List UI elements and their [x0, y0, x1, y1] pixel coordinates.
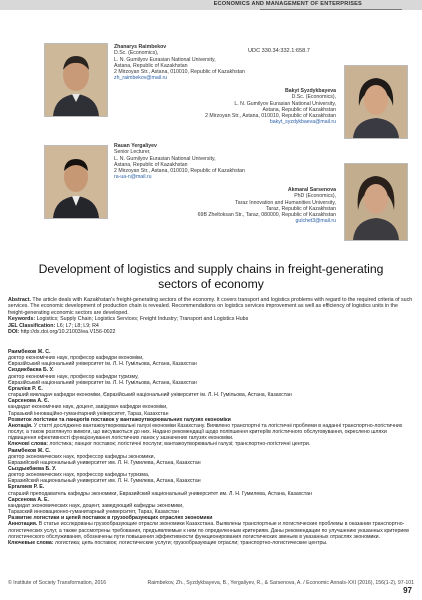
author-line: Astana, Republic of Kazakhstan — [114, 62, 188, 69]
author-photo-sarsenova — [344, 163, 408, 241]
author-name: Rauan Yergaliyev — [114, 143, 157, 149]
author-line: 69B Zheltoksan Str., Taraz, 080000, Republic of Kazakhstan — [197, 212, 336, 219]
author-line: D.Sc. (Economics), — [114, 50, 159, 57]
header-rule — [260, 9, 402, 10]
ref-line: старший преподаватель кафедры экономики, Евразийский национальный университет им. Л. Н. Гумилева, Астана, Казахстан — [8, 490, 312, 497]
author-name: Bakyt Syzdykbayeva — [284, 88, 336, 94]
author-line: Astana, Republic of Kazakhstan — [114, 161, 188, 168]
ref-author-name: Сыздыкбаева Б. У. — [8, 465, 57, 472]
doi-label: DOI: — [8, 329, 20, 336]
author-line: Taraz, Republic of Kazakhstan — [265, 205, 336, 212]
ref-paragraph-text: В статье исследованы грузообразующие отрасли экономики Казахстана. Выявлены транспортные и логистические проблемы в оказании транспортно-логистических услуг, а также рассмотрены требования, предъявляемые к ним по определенным критериям. Даны рекомендации по улучшению указанных критериев логистического обслуживания, обозначены пути повышения эффективности функционирования логистических звеньев в указанных отраслях экономики. — [8, 521, 409, 540]
author-line: L. N. Gumilyov Eurasian National University, — [114, 56, 216, 63]
abstract-label: Abstract. — [8, 297, 31, 303]
ref-author-name: Ергалиев Р. Е. — [8, 484, 45, 491]
udc-code: UDC 330.34:332.1:658.7 — [248, 48, 310, 54]
author-line: Astana, Republic of Kazakhstan — [262, 106, 336, 113]
author-name: Akmaral Sarsenova — [287, 187, 336, 193]
ref-line: кандидат экономических наук, доцент, заведующий кафедры экономики, — [8, 502, 184, 509]
ref-paragraph — [8, 540, 414, 546]
ref-line: доктор економічних наук, професор кафедри туризму, — [8, 373, 139, 380]
ref-title: Развитие логистики и цепей поставок в грузообразующих отраслях экономики — [8, 515, 213, 522]
ref-line: Таразький інноваційно-гуманітарний університет, Тараз, Казахстан — [8, 410, 169, 417]
author-info-yergaliyev — [114, 143, 245, 181]
doi-link[interactable]: http://dx.doi.org/10.21003/ea.V156-0022 — [19, 329, 116, 336]
section-title: ECONOMICS AND MANAGEMENT OF ENTERPRISES — [213, 1, 362, 7]
ref-paragraph-label: Аннотация. — [8, 521, 38, 528]
footer-copyright: © Institute of Society Transformation, 2016 — [8, 580, 107, 586]
author-photo-raimbekov — [44, 43, 108, 117]
author-email[interactable]: bakyt_syzdykbaeva@mail.ru — [269, 119, 336, 126]
abstract-paragraph — [8, 297, 414, 316]
doi-line — [8, 329, 414, 335]
ref-paragraph-text: логістика; ланцюг поставок; логістичні послуги; вантажоутворювальні галузі; транспортно-логістичні центри. — [47, 441, 311, 448]
translated-references — [8, 349, 414, 546]
author-email[interactable]: ra-ua-n@mail.ru — [114, 174, 152, 181]
keywords-label: Keywords: — [8, 316, 36, 323]
page-number: 97 — [403, 586, 412, 595]
ref-line: старший викладач кафедри економіки, Євразійський національний університет ім. Л. Н. Гумільова, Астана, Казахстан — [8, 392, 292, 399]
ref-paragraph-label: Анотація. — [8, 422, 33, 429]
ref-line: кандидат економічних наук, доцент, завідувач кафедри економіки, — [8, 404, 168, 411]
author-photo-yergaliyev — [44, 145, 108, 219]
ref-paragraph-label: Ключові слова: — [8, 441, 48, 448]
author-line: Taraz Innovation and Humanities University, — [235, 199, 336, 206]
ref-author-name: Сарсенова А. Е. — [8, 496, 49, 503]
ref-line: доктор экономических наук, профессор кафедры туризма, — [8, 472, 150, 479]
article-title: Development of logistics and supply chains in freight-generating sectors of economy — [38, 262, 384, 291]
author-line: 2 Mirzoyan Str., Astana, 010010, Republic of Kazakhstan — [114, 69, 245, 76]
author-name: Zhanarys Raimbekov — [114, 44, 167, 50]
ref-line: Євразійський національний університет ім. Л. Н. Гумільова, Астана, Казахстан — [8, 361, 197, 368]
author-line: 2 Mirzoyan Str., Astana, 010010, Republic of Kazakhstan — [205, 113, 336, 120]
jel-text: L6; L7; L8; L9; R4 — [55, 322, 99, 329]
ref-line: Євразійський національний університет ім. Л. Н. Гумільова, Астана, Казахстан — [8, 379, 197, 386]
ref-line: доктор економічних наук, професор кафедри економіки, — [8, 355, 144, 362]
author-email[interactable]: zh_raimbekov@mail.ru — [114, 75, 168, 82]
ref-paragraph-label: Ключевые слова: — [8, 539, 54, 546]
author-info-raimbekov — [114, 44, 245, 82]
author-line: Senior Lecturer, — [114, 149, 151, 156]
ref-line: Евразийский национальный университет им. Л. Н. Гумилева, Астана, Казахстан — [8, 478, 201, 485]
ref-paragraph-text: логистика; цепь поставок; логистические услуги; грузообразующие отрасли; транспортно-логистические центры. — [53, 539, 328, 546]
ref-line: доктор экономических наук, профессор кафедры экономики, — [8, 453, 155, 460]
author-line: PhD (Economics), — [294, 193, 336, 200]
ref-author-name: Сиздикбаєва Б. У. — [8, 367, 54, 374]
ref-title: Розвиток логістики та ланцюгів поставок у вантажоутворювальних галузях економіки — [8, 416, 231, 423]
ref-author-name: Раимбеков Ж. С. — [8, 349, 51, 355]
abstract-block — [8, 297, 414, 335]
abstract-text: The article deals with Kazakhstan's freight-generating sectors of the economy. It covers transport and logistics problems with regard to the required criteria of such services. The economic development of production chain is revealed. Recommendations on logistics services improvement as well as efficiency of logistics units in the freight-generating economic sectors are developed. — [8, 297, 413, 316]
ref-line: Таразский инновационно-гуманитарный университет, Тараз, Казахстан — [8, 509, 179, 516]
ref-line: Евразийский национальный университет им. Л. Н. Гумилева, Астана, Казахстан — [8, 459, 201, 466]
author-email[interactable]: gulchet3@mail.ru — [295, 218, 336, 225]
keywords-text: Logistics; Supply Chain; Logistics Services; Freight Industry; Transport and Logistics Hubs — [35, 316, 249, 323]
author-photo-syzdykbayeva — [344, 65, 408, 139]
author-line: D.Sc. (Economics), — [291, 94, 336, 101]
author-line: L. N. Gumilyov Eurasian National University, — [114, 155, 216, 162]
author-info-syzdykbayeva — [205, 88, 336, 126]
ref-paragraph — [8, 521, 414, 539]
ref-author-name: Раимбеков Ж. С. — [8, 447, 51, 454]
jel-label: JEL Classification: — [8, 322, 56, 329]
author-line: 2 Mirzoyan Str., Astana, 010010, Republic of Kazakhstan — [114, 168, 245, 175]
ref-paragraph — [8, 423, 414, 441]
author-line: L. N. Gumilyov Eurasian National University, — [234, 100, 336, 107]
author-info-sarsenova — [198, 187, 336, 225]
footer-citation: Raimbekov, Zh., Syzdykbayeva, B., Yergaliyev, R., & Sarsenova, A. / Economic Annals-XXI (2016), 156(1-2), 97-101 — [147, 580, 414, 586]
ref-paragraph-text: У статті досліджено вантажоутворювальні галузі економіки Казахстану. Виявлено транспортні та логістичні проблеми в наданні транспортно-логістичних послуг, а також розглянуто вимоги, що висуваються до них. Надано рекомендації щодо поліпшення критеріїв логістичного обслуговування, окреслено шляхи підвищення ефективності функціонування логістичних ланок у зазначених галузях економіки. — [8, 422, 403, 442]
ref-author-name: Сарсенова А. Є. — [8, 398, 50, 405]
ref-author-name: Єргалієв Р. Є. — [8, 385, 43, 392]
